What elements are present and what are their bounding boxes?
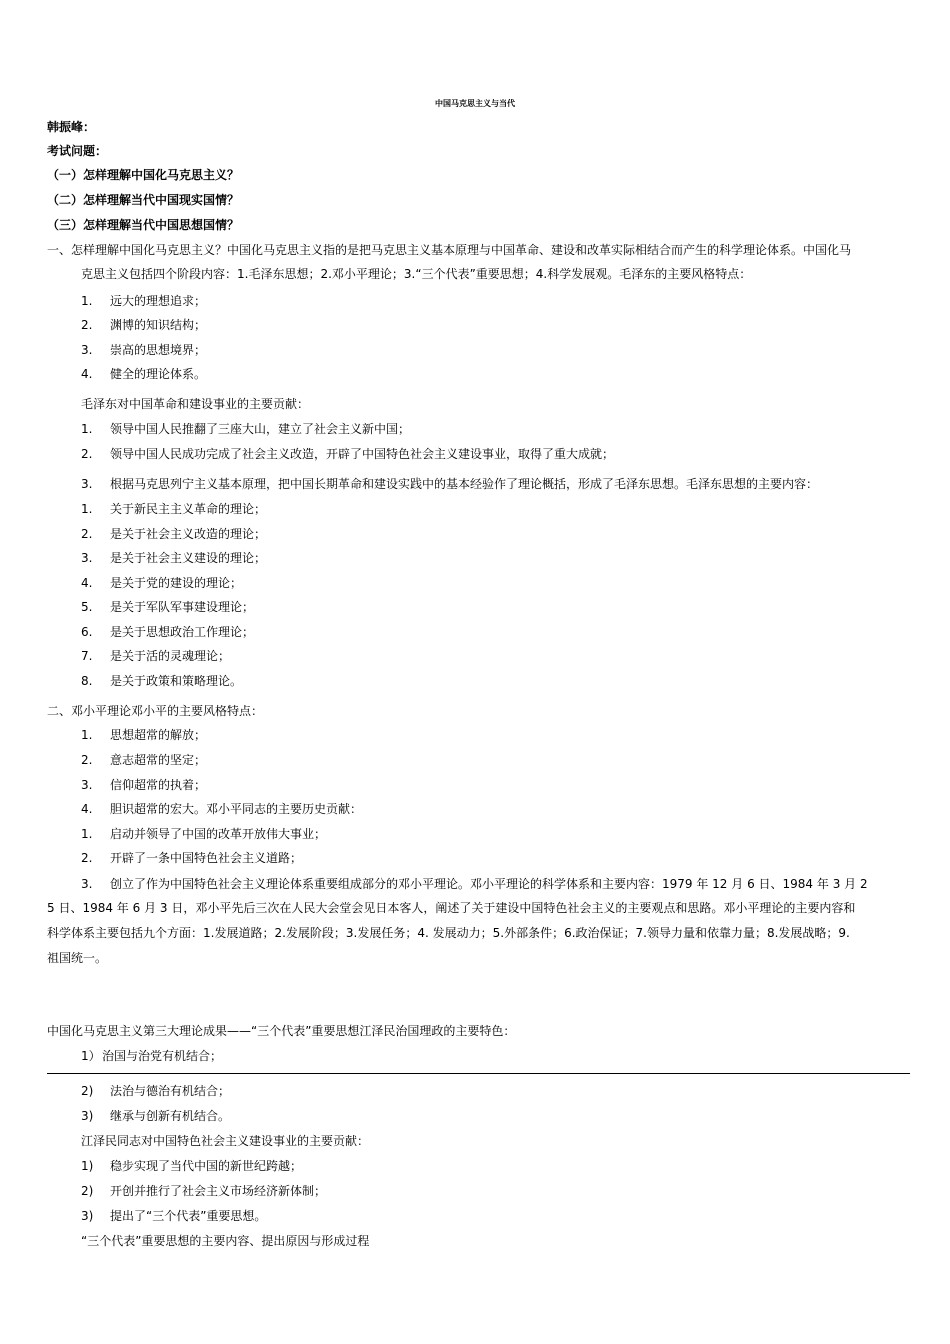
- sec1-style-item-2: 渊博的知识结构；: [110, 318, 207, 332]
- sec3-contrib-item-2: 开创并推行了社会主义市场经济新体制；: [110, 1184, 327, 1198]
- sec1-style-num-3: 3.: [81, 343, 93, 357]
- question-2: （二）怎样理解当代中国现实国情？: [47, 193, 240, 207]
- sec1-content-num-5: 5.: [81, 600, 93, 614]
- sec2-contrib-num-1: 1.: [81, 827, 93, 841]
- sec2-style-num-2: 2.: [81, 753, 93, 767]
- sec1-content-num-7: 7.: [81, 649, 93, 663]
- sec1-content-num-3: 3.: [81, 551, 93, 565]
- sec1-content-item-4: 是关于党的建设的理论；: [110, 576, 243, 590]
- sec2-para-num: 3.: [81, 877, 93, 891]
- sec1-style-num-2: 2.: [81, 318, 93, 332]
- sec1-contrib-heading: 毛泽东对中国革命和建设事业的主要贡献：: [81, 397, 310, 411]
- sec1-contrib-item-3: 根据马克思列宁主义基本原理，把中国长期革命和建设实践中的基本经验作了理论概括，形成了毛泽东思想。毛泽东思想的主要内容：: [110, 477, 819, 491]
- page-title: 中国马克思主义与当代: [435, 99, 515, 108]
- sec2-contrib-item-2: 开辟了一条中国特色社会主义道路；: [110, 851, 303, 865]
- sec1-content-item-2: 是关于社会主义改造的理论；: [110, 527, 267, 541]
- sec3-contrib-item-3: 提出了“三个代表”重要思想。: [110, 1209, 267, 1223]
- sec1-contrib-num-2: 2.: [81, 447, 93, 461]
- sec2-style-item-4: 胆识超常的宏大。邓小平同志的主要历史贡献：: [110, 802, 363, 816]
- sec2-paragraph-line4: 祖国统一。: [47, 951, 108, 965]
- sec1-style-num-4: 4.: [81, 367, 93, 381]
- sec2-style-item-2: 意志超常的坚定；: [110, 753, 207, 767]
- sec3-item2-text: 法治与德治有机结合；: [110, 1084, 231, 1098]
- sec1-paragraph-line2: 克思主义包括四个阶段内容：1.毛泽东思想；2.邓小平理论；3.“三个代表”重要思想；4.科学发展观。毛泽东的主要风格特点：: [81, 267, 752, 281]
- sec1-contrib-num-1: 1.: [81, 422, 93, 436]
- sec3-contrib-num-3: 3): [81, 1209, 94, 1223]
- sec1-paragraph-line1: 一、怎样理解中国化马克思主义？中国化马克思主义指的是把马克思主义基本原理与中国革命、建设和改革实际相结合而产生的科学理论体系。中国化马: [47, 243, 852, 257]
- sec3-contrib-heading: 江泽民同志对中国特色社会主义建设事业的主要贡献：: [81, 1134, 370, 1148]
- sec1-content-num-1: 1.: [81, 502, 93, 516]
- sec1-contrib-num-3: 3.: [81, 477, 93, 491]
- sec3-item1-text: 治国与治党有机结合；: [102, 1049, 223, 1063]
- sec1-style-num-1: 1.: [81, 294, 93, 308]
- sec3-last-line: “三个代表”重要思想的主要内容、提出原因与形成过程: [81, 1234, 370, 1248]
- sec3-item1-num: 1）: [81, 1049, 101, 1063]
- author-line: 韩振峰：: [47, 120, 96, 134]
- sec2-style-item-3: 信仰超常的执着；: [110, 778, 207, 792]
- sec3-contrib-num-2: 2): [81, 1184, 94, 1198]
- sec3-item2-num: 2): [81, 1084, 94, 1098]
- sec2-style-num-4: 4.: [81, 802, 93, 816]
- horizontal-rule: [47, 1073, 910, 1074]
- sec2-style-num-1: 1.: [81, 728, 93, 742]
- sec1-style-item-4: 健全的理论体系。: [110, 367, 207, 381]
- question-3: （三）怎样理解当代中国思想国情？: [47, 218, 240, 232]
- sec2-contrib-item-1: 启动并领导了中国的改革开放伟大事业；: [110, 827, 327, 841]
- sec1-style-item-1: 远大的理想追求；: [110, 294, 207, 308]
- sec1-content-item-6: 是关于思想政治工作理论；: [110, 625, 255, 639]
- sec1-content-num-2: 2.: [81, 527, 93, 541]
- sec1-content-num-6: 6.: [81, 625, 93, 639]
- sec1-contrib-item-1: 领导中国人民推翻了三座大山，建立了社会主义新中国；: [110, 422, 411, 436]
- sec3-heading: 中国化马克思主义第三大理论成果——“三个代表”重要思想江泽民治国理政的主要特色：: [47, 1024, 516, 1038]
- sec1-contrib-item-2: 领导中国人民成功完成了社会主义改造，开辟了中国特色社会主义建设事业，取得了重大成就；: [110, 447, 615, 461]
- sec2-heading: 二、邓小平理论邓小平的主要风格特点：: [47, 704, 264, 718]
- sec1-content-item-3: 是关于社会主义建设的理论；: [110, 551, 267, 565]
- sec1-content-num-4: 4.: [81, 576, 93, 590]
- question-1: （一）怎样理解中国化马克思主义？: [47, 168, 240, 182]
- sec3-item3-num: 3): [81, 1109, 94, 1123]
- sec1-content-item-8: 是关于政策和策略理论。: [110, 674, 243, 688]
- sec3-item3-text: 继承与创新有机结合。: [110, 1109, 231, 1123]
- sec1-content-num-8: 8.: [81, 674, 93, 688]
- sec2-paragraph-line2: 5 日、1984 年 6 月 3 日，邓小平先后三次在人民大会堂会见日本客人，阐述了关于建设中国特色社会主义的主要观点和思路。邓小平理论的主要内容和: [47, 901, 856, 915]
- sec2-style-num-3: 3.: [81, 778, 93, 792]
- sec2-style-item-1: 思想超常的解放；: [110, 728, 207, 742]
- sec3-contrib-item-1: 稳步实现了当代中国的新世纪跨越；: [110, 1159, 303, 1173]
- sec2-paragraph-line3: 科学体系主要包括九个方面：1.发展道路；2.发展阶段；3.发展任务；4. 发展动力；5.外部条件；6.政治保证；7.领导力量和依靠力量；8.发展战略；9.: [47, 926, 850, 940]
- sec3-contrib-num-1: 1): [81, 1159, 94, 1173]
- exam-label: 考试问题：: [47, 144, 108, 158]
- sec1-content-item-5: 是关于军队军事建设理论；: [110, 600, 255, 614]
- sec1-content-item-7: 是关于活的灵魂理论；: [110, 649, 231, 663]
- sec1-style-item-3: 崇高的思想境界；: [110, 343, 207, 357]
- sec2-contrib-num-2: 2.: [81, 851, 93, 865]
- sec2-paragraph-line1: 创立了作为中国特色社会主义理论体系重要组成部分的邓小平理论。邓小平理论的科学体系和主要内容：1979 年 12 月 6 日、1984 年 3 月 2: [110, 877, 868, 891]
- sec1-content-item-1: 关于新民主主义革命的理论；: [110, 502, 267, 516]
